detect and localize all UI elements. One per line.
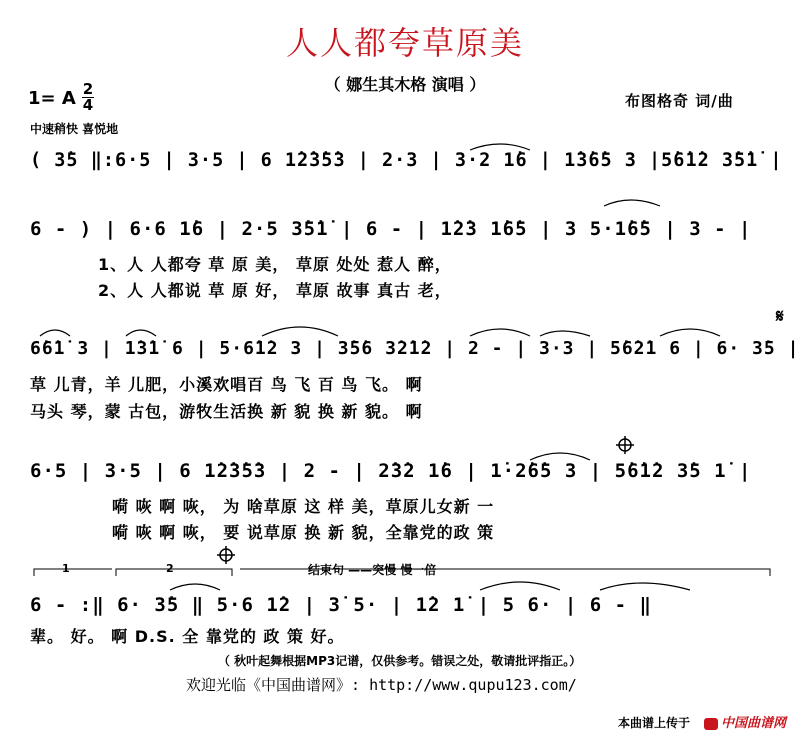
coda-sign-icon [217, 546, 235, 564]
song-title: 人人都夸草原美 [285, 24, 524, 62]
logo-text: 中国曲谱网 [721, 716, 787, 731]
tempo-marking: 中速稍快 喜悦地 [30, 122, 119, 136]
slur [540, 331, 590, 336]
slur [126, 330, 156, 336]
slur [262, 327, 338, 336]
lyric-line5: 辈。 好。 啊 D.S. 全 靠党的 政 策 好。 [30, 627, 345, 646]
volta-2-bracket [116, 569, 232, 576]
coda-sign-icon [616, 436, 634, 454]
website-link[interactable]: 欢迎光临《中国曲谱网》: http://www.qupu123.com/ [186, 676, 577, 694]
composer-credit: 布图格奇 词/曲 [625, 92, 734, 110]
ending-instruction: 结束句 ——突慢 慢一倍 [308, 563, 437, 577]
volta-1-bracket [34, 569, 112, 576]
key-signature: 1= A [28, 88, 76, 109]
music-line-1: ( 3̇5 ‖:6·5 | 3·5 | 6 1̇2̇3̇5̇3 | 2·3 | 3·2 1̇6 | 1̇3̇6̇5 3 |5̇6̇1̇2 3̇5̇1̇ | [30, 150, 783, 171]
lyric-v1-line3: 草 儿青，羊 儿肥，小溪欢唱百 鸟 飞 百 鸟 飞。 啊 [30, 375, 423, 394]
meter-top: 2 [82, 80, 94, 98]
slur [530, 453, 590, 460]
slur [170, 584, 220, 590]
volta-1-number: 1 [62, 562, 70, 575]
lyric-v1-line2: 1、人 人都夸 草 原 美， 草原 处处 惹人 醉， [98, 255, 452, 274]
slur [470, 144, 530, 150]
performer-line: （ 娜生其木格 演唱 ） [324, 75, 486, 94]
slur [600, 583, 690, 590]
lyric-v2-line4: 嗬 咴 啊 咴， 要 说草原 换 新 貌，全靠党的政 策 [112, 523, 495, 542]
music-line-3: 6̇6̇1̇ 3 | 1̇3̇1̇ 6 | 5·6̇1̇2 3 | 3̇5̇6 3̇2̇1̇2 | 2 - | 3·3 | 5̇6̇2̇1 6 | 6· 3̇5 | [30, 338, 800, 359]
slur [40, 330, 70, 336]
ending-bracket [240, 569, 770, 576]
transcription-note: （ 秋叶起舞根据MP3记谱，仅供参考。错误之处，敬请批评指正。） [218, 654, 582, 668]
volta-2-number: 2 [166, 562, 174, 575]
music-line-4: 6·5 | 3·5 | 6 1̇2̇3̇5̇3 | 2 - | 2̇3̇2 1̇6 | 1̇·2̇6̇5 3 | 5̇6̇1̇2 3̇5 1̇ | [30, 460, 752, 482]
segno-icon: 𝄋 [776, 306, 784, 327]
music-line-2: 6 - ) | 6·6 1̇6 | 2·5 3̇5̇1̇ | 6 - | 1̇2̇3 1̇6̇5 | 3 5·1̇6̇5 | 3 - | [30, 218, 752, 240]
slur [604, 200, 660, 206]
lyric-v2-line2: 2、人 人都说 草 原 好， 草原 故事 真古 老， [98, 281, 452, 300]
music-line-5: 6 - :‖ 6· 3̇5 ‖ 5·6 1̇2 | 3̇ 5· | 1̇2 1̇ | 5 6· | 6 - ‖ [30, 594, 652, 616]
meter-bottom: 4 [82, 96, 94, 114]
slur [660, 329, 720, 336]
slur [470, 329, 530, 336]
lyric-v1-line4: 嗬 咴 啊 咴， 为 啥草原 这 样 美，草原儿女新 一 [112, 497, 495, 516]
slur [480, 582, 560, 590]
lyric-v2-line3: 马头 琴，蒙 古包，游牧生活换 新 貌 换 新 貌。 啊 [30, 402, 423, 421]
upload-label: 本曲谱上传于 [618, 716, 691, 730]
